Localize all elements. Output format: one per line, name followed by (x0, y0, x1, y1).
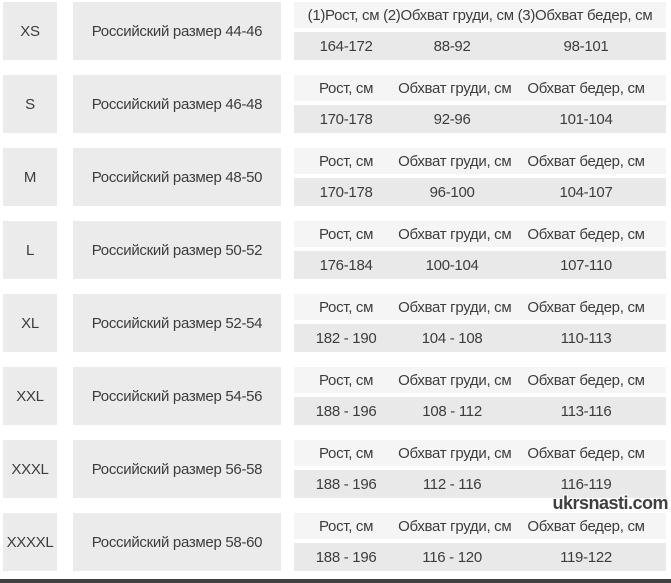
height-header: Рост, см (319, 444, 374, 462)
hips-header: Обхват бедер, см (527, 444, 645, 462)
russian-size-label: Российский размер 44-46 (91, 22, 263, 40)
russian-size-label: Российский размер 58-60 (91, 533, 263, 551)
chest-header: Обхват груди, см (398, 517, 512, 535)
chest-value: 92-96 (433, 110, 471, 128)
size-label: XXXXL (6, 533, 54, 551)
russian-size-label: Российский размер 50-52 (91, 241, 263, 259)
size-label-cell (3, 513, 57, 571)
measurement-values-row (294, 105, 666, 133)
hips-value: 116-119 (560, 475, 612, 493)
size-label: M (23, 168, 37, 186)
measurement-header-row (294, 294, 666, 320)
hips-header: Обхват бедер, см (527, 298, 645, 316)
hips-value: 110-113 (560, 329, 612, 347)
measurement-values-row (294, 324, 666, 352)
measurements (294, 221, 666, 279)
hips-header: Обхват бедер, см (527, 517, 645, 535)
measurements (294, 2, 666, 60)
hips-header: Обхват бедер, см (527, 371, 645, 389)
russian-size-cell (73, 513, 281, 571)
size-row-l (0, 221, 671, 279)
hips-header: Обхват бедер, см (527, 225, 645, 243)
russian-size-label: Российский размер 52-54 (91, 314, 263, 332)
russian-size-label: Российский размер 46-48 (91, 95, 263, 113)
size-label-cell (3, 75, 57, 133)
measurement-header-row (294, 440, 666, 466)
measurement-header-row (294, 148, 666, 174)
height-value: 164-172 (319, 37, 373, 55)
chest-header: Обхват груди, см (398, 79, 512, 97)
height-header: Рост, см (319, 298, 374, 316)
hips-value: 101-104 (559, 110, 613, 128)
measurements (294, 367, 666, 425)
measurements (294, 294, 666, 352)
russian-size-cell (73, 294, 281, 352)
chest-value: 88-92 (433, 37, 471, 55)
measurement-header-row (294, 513, 666, 539)
hips-value: 113-116 (560, 402, 612, 420)
size-label: XL (21, 314, 39, 332)
size-label: XXL (16, 387, 44, 405)
hips-value: 107-110 (560, 256, 612, 274)
height-header: Рост, см (319, 79, 374, 97)
hips-value: 119-122 (560, 548, 612, 566)
measurement-header-combined: (1)Рост, см (2)Обхват груди, см (3)Обхват бедер, см (307, 6, 653, 24)
russian-size-cell (73, 440, 281, 498)
size-label-cell (3, 148, 57, 206)
measurement-header-row (294, 367, 666, 393)
size-label-cell (3, 221, 57, 279)
russian-size-label: Российский размер 48-50 (91, 168, 263, 186)
measurement-header-row (294, 75, 666, 101)
watermark: ukrsnasti.com (552, 493, 668, 513)
size-label-cell (3, 440, 57, 498)
chest-header: Обхват груди, см (398, 225, 512, 243)
bottom-divider (0, 579, 671, 583)
size-row-xxxl (0, 440, 671, 498)
hips-header: Обхват бедер, см (527, 79, 645, 97)
measurement-values-row (294, 32, 666, 60)
hips-value: 98-101 (563, 37, 609, 55)
measurement-values-row (294, 251, 666, 279)
size-row-xl (0, 294, 671, 352)
height-value: 182 - 190 (315, 329, 377, 347)
height-value: 188 - 196 (315, 475, 377, 493)
measurement-header-row (294, 2, 666, 28)
size-label: XXXL (11, 460, 49, 478)
height-value: 176-184 (319, 256, 373, 274)
measurements (294, 440, 666, 498)
russian-size-label: Российский размер 56-58 (91, 460, 263, 478)
russian-size-cell (73, 75, 281, 133)
size-label: XS (20, 22, 40, 40)
measurements (294, 513, 666, 571)
size-label-cell (3, 294, 57, 352)
russian-size-cell (73, 367, 281, 425)
measurement-values-row (294, 397, 666, 425)
size-label-cell (3, 367, 57, 425)
hips-header: Обхват бедер, см (527, 152, 645, 170)
chest-value: 104 - 108 (421, 329, 483, 347)
measurements (294, 148, 666, 206)
chest-value: 96-100 (429, 183, 475, 201)
measurement-values-row (294, 178, 666, 206)
height-header: Рост, см (319, 517, 374, 535)
russian-size-cell (73, 148, 281, 206)
chest-header: Обхват груди, см (398, 298, 512, 316)
size-row-xxl (0, 367, 671, 425)
size-label: S (25, 95, 35, 113)
size-label-cell (3, 2, 57, 60)
size-row-s (0, 75, 671, 133)
height-header: Рост, см (319, 225, 374, 243)
measurements (294, 75, 666, 133)
chest-header: Обхват груди, см (398, 444, 512, 462)
size-row-xxxxl (0, 513, 671, 571)
size-label: L (25, 241, 35, 259)
size-row-xs (0, 2, 671, 60)
russian-size-label: Российский размер 54-56 (91, 387, 263, 405)
russian-size-cell (73, 2, 281, 60)
size-row-m (0, 148, 671, 206)
height-header: Рост, см (319, 152, 374, 170)
chest-header: Обхват груди, см (398, 152, 512, 170)
chest-value: 100-104 (425, 256, 479, 274)
height-value: 188 - 196 (315, 548, 377, 566)
height-header: Рост, см (319, 371, 374, 389)
chest-value: 108 - 112 (422, 402, 482, 420)
chest-value: 116 - 120 (422, 548, 482, 566)
height-value: 170-178 (319, 110, 373, 128)
russian-size-cell (73, 221, 281, 279)
height-value: 188 - 196 (315, 402, 377, 420)
chest-header: Обхват груди, см (398, 371, 512, 389)
chest-value: 112 - 116 (422, 475, 482, 493)
height-value: 170-178 (319, 183, 373, 201)
measurement-values-row (294, 543, 666, 571)
measurement-header-row (294, 221, 666, 247)
hips-value: 104-107 (559, 183, 613, 201)
